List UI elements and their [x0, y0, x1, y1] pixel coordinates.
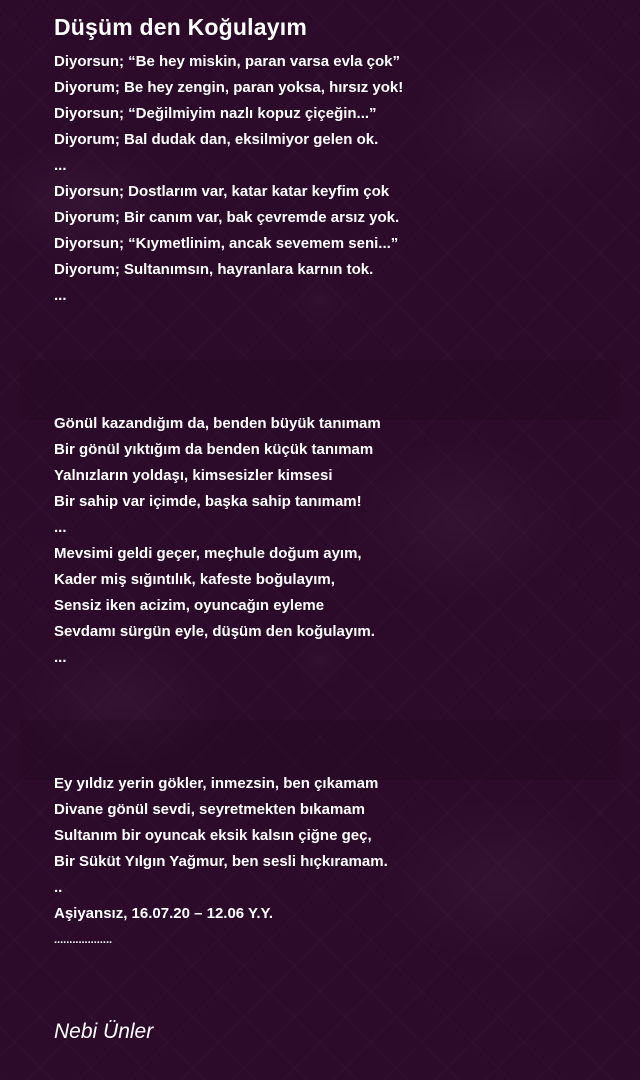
poem-line: Yalnızların yoldaşı, kimsesizler kimsesi: [54, 467, 333, 484]
poem-line: ...: [54, 157, 67, 174]
poem-line: Gönül kazandığım da, benden büyük tanımam: [54, 415, 381, 432]
poem-line: Bir gönül yıktığım da benden küçük tanımam: [54, 441, 374, 458]
poem-line: Bir sahip var içimde, başka sahip tanımam!: [54, 493, 362, 510]
poem-line: Diyorsun; “Değilmiyim nazlı kopuz çiçeğin...”: [54, 105, 377, 122]
poem-line: Diyorum; Bal dudak dan, eksilmiyor gelen ok.: [54, 131, 379, 148]
poem-stanza-2: [54, 411, 614, 671]
poem-line: Diyorsun; “Kıymetlinim, ancak sevemem seni...”: [54, 235, 399, 252]
poem-line: Diyorum; Sultanımsın, hayranlara karnın tok.: [54, 261, 374, 278]
poem-title: Düşüm den Koğulayım: [54, 14, 307, 40]
poem-signature-line: Aşiyansız, 16.07.20 – 12.06 Y.Y.: [54, 905, 274, 922]
poem-line: Diyorsun; “Be hey miskin, paran varsa evla çok”: [54, 53, 400, 70]
poem-author: Nebi Ünler: [54, 1020, 154, 1043]
poem-line: ...: [54, 649, 67, 666]
poem-stanza-3: [54, 771, 614, 953]
poem-line: Ey yıldız yerin gökler, inmezsin, ben çıkamam: [54, 775, 379, 792]
poem-line: Kader miş sığıntılık, kafeste boğulayım,: [54, 571, 335, 588]
poem-line: Sensiz iken acizim, oyuncağın eyleme: [54, 597, 325, 614]
poem-line: Bir Süküt Yılgın Yağmur, ben sesli hıçkıramam.: [54, 853, 388, 870]
poem-line: ...: [54, 519, 67, 536]
poem-line: Divane gönül sevdi, seyretmekten bıkamam: [54, 801, 365, 818]
poem-line: ..: [54, 879, 63, 896]
poem-line: Diyorum; Bir canım var, bak çevremde arsız yok.: [54, 209, 400, 226]
poem-line: Sultanım bir oyuncak eksik kalsın çiğne geç,: [54, 827, 372, 844]
poem-stanza-1: [54, 49, 614, 309]
poem-line: Diyorsun; Dostlarım var, katar katar keyfim çok: [54, 183, 390, 200]
poem-line: Mevsimi geldi geçer, meçhule doğum ayım,: [54, 545, 362, 562]
poem-dotted-separator: ...................: [54, 934, 113, 946]
poem-line: Diyorum; Be hey zengin, paran yoksa, hırsız yok!: [54, 79, 404, 96]
poem-line: Sevdamı sürgün eyle, düşüm den koğulayım.: [54, 623, 375, 640]
poem-line: ...: [54, 287, 67, 304]
